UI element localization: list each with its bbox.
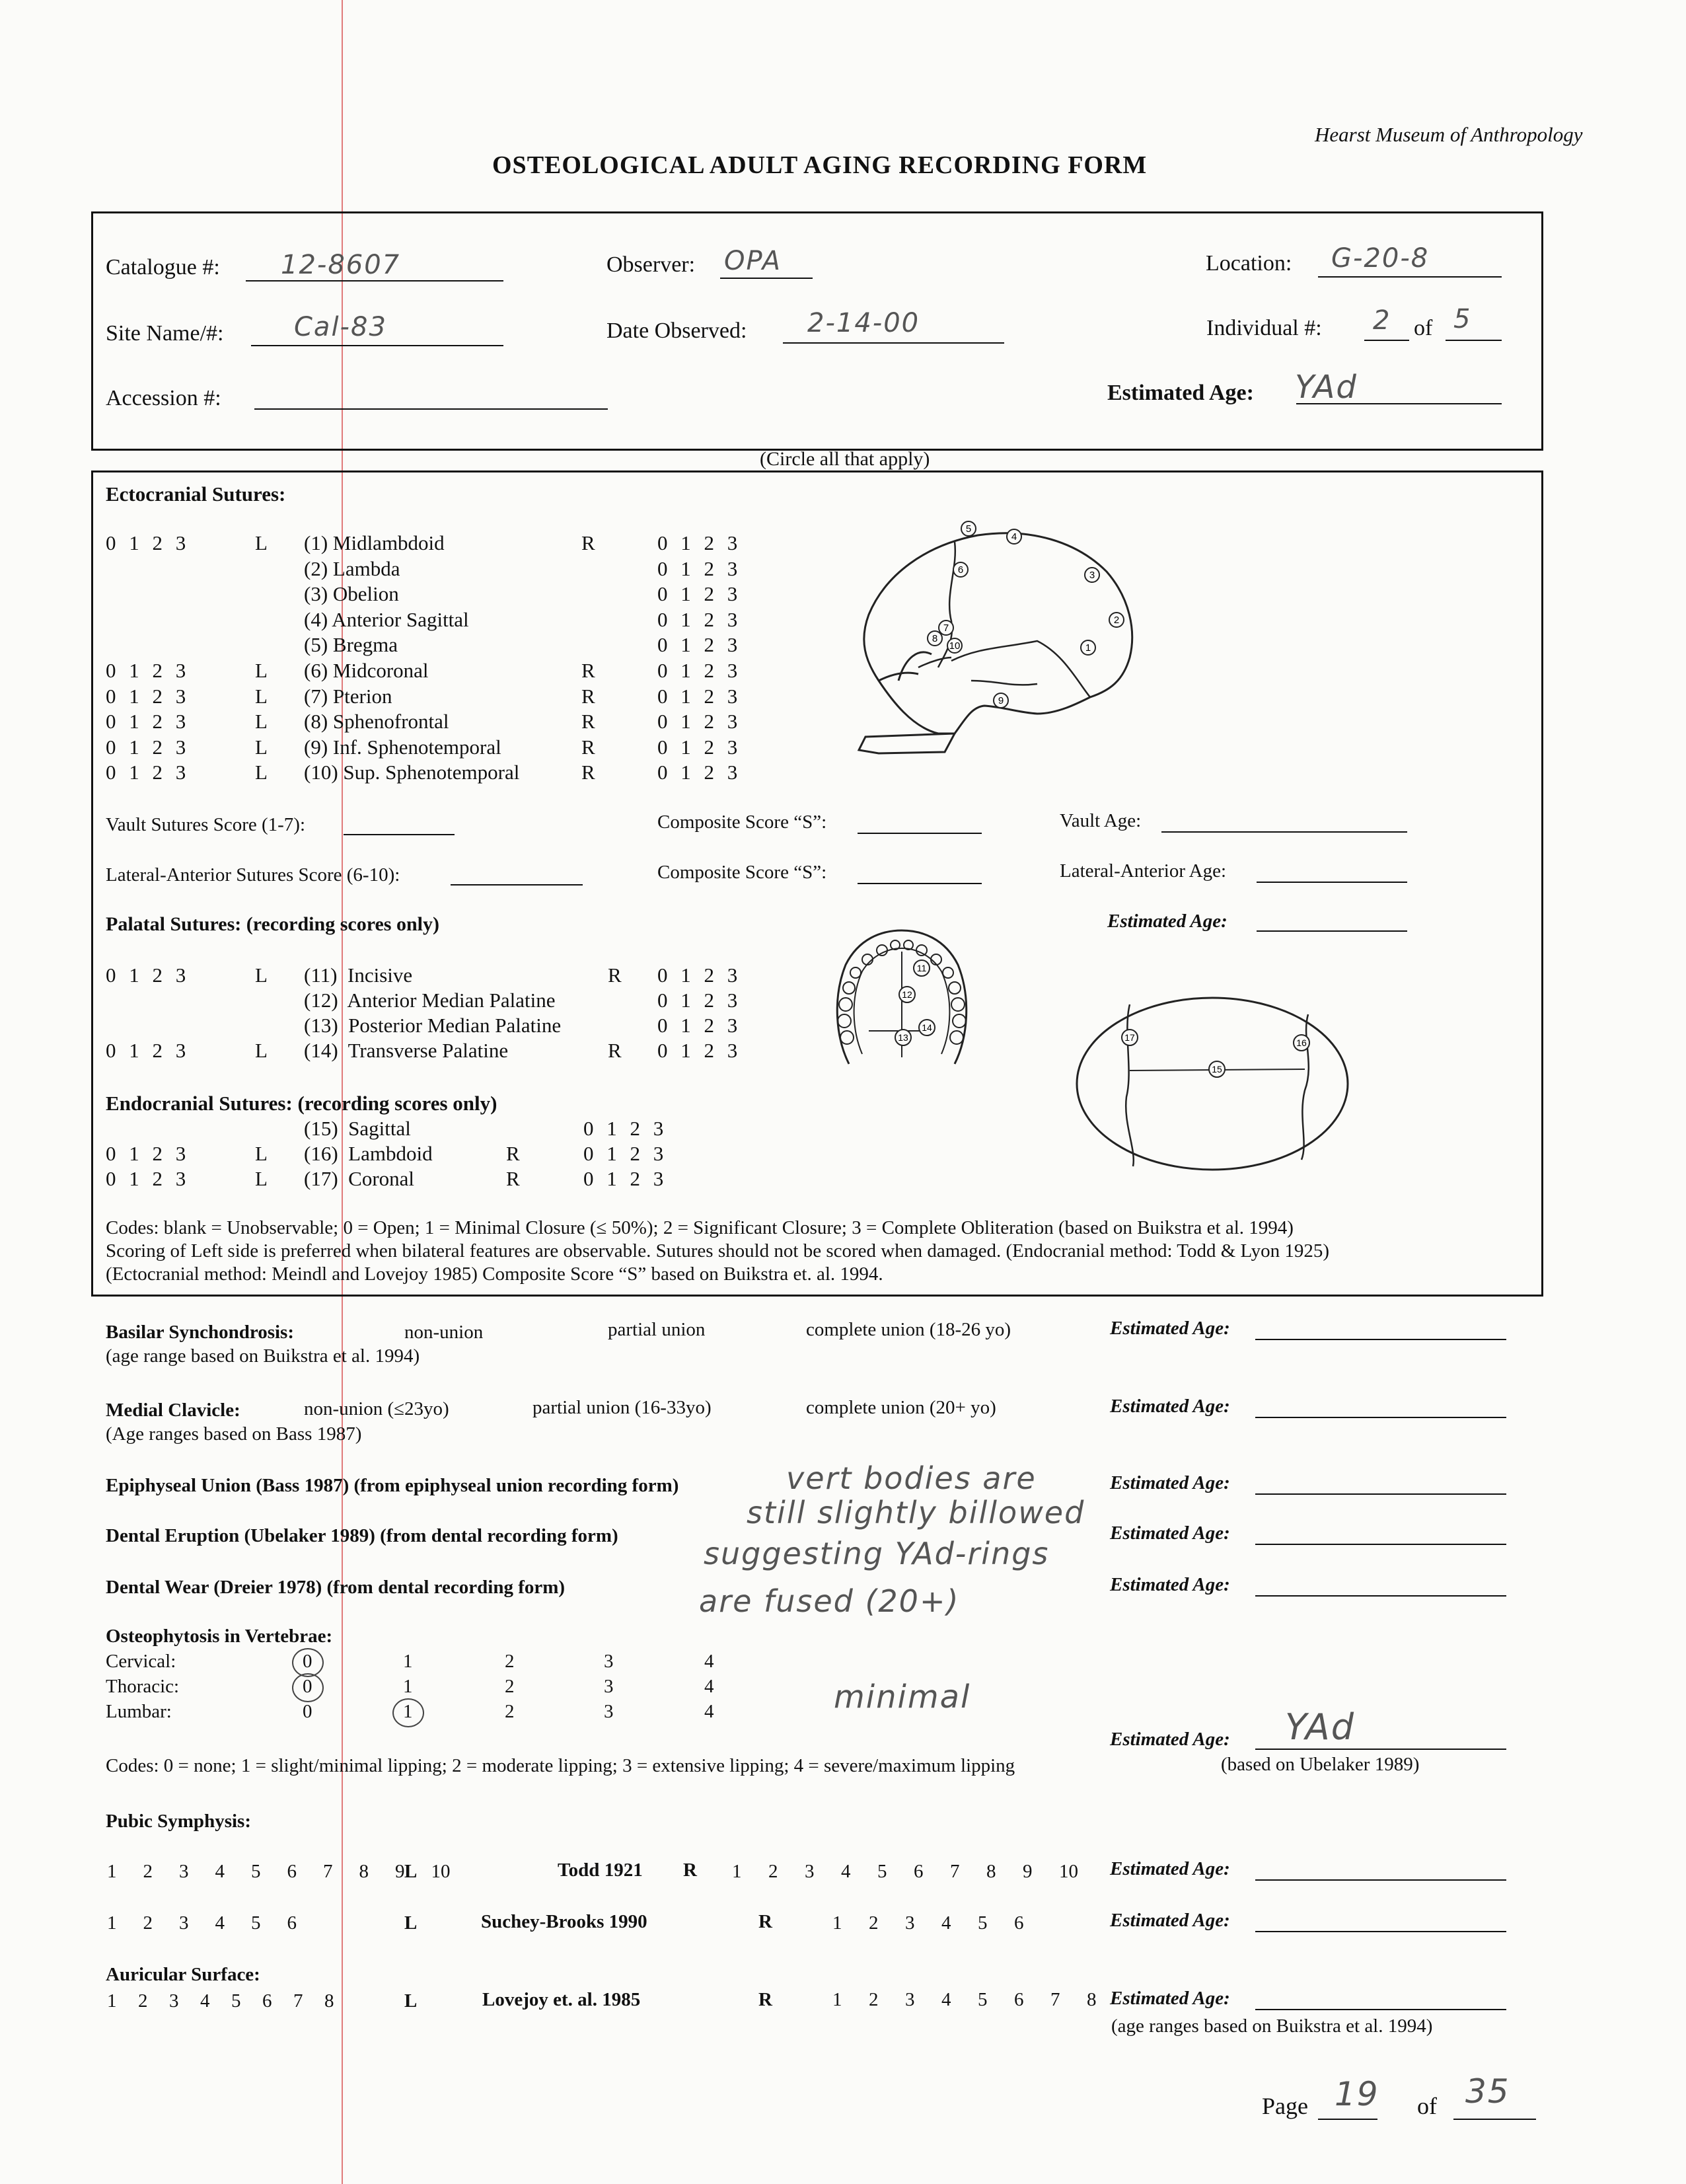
basilar-option-partial[interactable]: partial union (608, 1319, 706, 1340)
circle-note: (Circle all that apply) (760, 448, 930, 470)
osteo-score[interactable]: 2 (505, 1701, 515, 1722)
ecto-right-scores[interactable]: 0 1 2 3 (657, 761, 742, 784)
osteo-score[interactable]: 1 (403, 1651, 413, 1672)
palatal-suture-label: (12) Anterior Median Palatine (304, 989, 556, 1012)
osteo-row-label: Cervical: (106, 1651, 176, 1672)
osteo-row-label: Lumbar: (106, 1701, 172, 1722)
osteo-score[interactable]: 1 (403, 1701, 413, 1722)
pubic-todd-left-score[interactable]: 9 (395, 1861, 405, 1882)
ecto-suture-label: (3) Obelion (304, 582, 399, 606)
skull-label-9: 9 (998, 695, 1004, 706)
pubic-suchey-R: R (758, 1911, 772, 1932)
osteophytosis-codes: Codes: 0 = none; 1 = slight/minimal lipping; 2 = moderate lipping; 3 = extensive lipping; 4 = severe/maximum lipping (106, 1755, 1015, 1776)
estimated-age-value: YAd (1295, 369, 1358, 406)
auricular-left-score[interactable]: 7 (293, 1990, 303, 2012)
pubic-todd-left-score[interactable]: 3 (179, 1861, 189, 1882)
pubic-todd-right-score[interactable]: 2 (768, 1861, 778, 1882)
palatal-right-side: R (608, 1039, 622, 1062)
auricular-right-score[interactable]: 8 (1087, 1989, 1097, 2010)
endo-suture-label: (15) Sagittal (304, 1117, 411, 1140)
palatal-left-scores[interactable]: 0 1 2 3 (106, 1039, 190, 1062)
palatal-heading: Palatal Sutures: (recording scores only) (106, 913, 439, 935)
vault-score-label: Vault Sutures Score (1-7): (106, 814, 306, 835)
observer-value: OPA (724, 246, 782, 276)
ecto-right-scores[interactable]: 0 1 2 3 (657, 633, 742, 657)
ectocranial-heading: Ectocranial Sutures: (106, 482, 286, 506)
pubic-suchey-left-score[interactable]: 6 (287, 1912, 297, 1934)
location-value: G-20-8 (1331, 243, 1430, 274)
vault-age-label: Vault Age: (1060, 810, 1142, 831)
ecto-left-side: L (255, 710, 268, 734)
pubic-heading: Pubic Symphysis: (106, 1811, 251, 1832)
osteo-score[interactable]: 3 (604, 1651, 614, 1672)
date-value: 2-14-00 (807, 308, 920, 338)
endo-left-side: L (255, 1142, 268, 1165)
wear-est-age-label: Estimated Age: (1110, 1574, 1230, 1595)
auricular-right-score[interactable]: 3 (905, 1989, 915, 2010)
skull-lateral-diagram (839, 515, 1150, 760)
skull-label-7: 7 (943, 622, 949, 634)
pubic-suchey-right-score[interactable]: 3 (905, 1912, 915, 1934)
pubic-suchey-L: L (404, 1912, 418, 1934)
palatal-right-scores[interactable]: 0 1 2 3 (657, 1039, 742, 1062)
basilar-est-age-field[interactable] (1255, 1339, 1506, 1340)
ecto-right-scores[interactable]: 0 1 2 3 (657, 659, 742, 682)
pubic-todd-right-score[interactable]: 10 (1059, 1861, 1078, 1882)
individual-label: Individual #: (1206, 316, 1322, 340)
palatal-suture-label: (11) Incisive (304, 963, 413, 987)
auricular-basis: (age ranges based on Buikstra et al. 1994) (1111, 2015, 1433, 2037)
osteo-score[interactable]: 4 (704, 1651, 714, 1672)
pubic-todd-left-score[interactable]: 4 (215, 1861, 225, 1882)
endo-suture-label: (17) Coronal (304, 1167, 415, 1190)
osteo-score[interactable]: 4 (704, 1676, 714, 1697)
osteophytosis-est-age-field[interactable] (1255, 1749, 1506, 1750)
auricular-method: Lovejoy et. al. 1985 (482, 1989, 641, 2010)
codes-line-3: (Ectocranial method: Meindl and Lovejoy 1985) Composite Score “S” based on Buikstra et. al. 1994. (106, 1263, 883, 1285)
auricular-right-score[interactable]: 6 (1014, 1989, 1024, 2010)
skull-label-2: 2 (1113, 615, 1120, 626)
osteo-score[interactable]: 1 (403, 1676, 413, 1697)
date-label: Date Observed: (606, 319, 747, 343)
palatal-right-scores[interactable]: 0 1 2 3 (657, 1014, 742, 1037)
observer-field[interactable] (720, 278, 813, 279)
ecto-left-side: L (255, 531, 268, 554)
endo-suture-label: (16) Lambdoid (304, 1142, 433, 1165)
clavicle-option-partial[interactable]: partial union (16-33yo) (532, 1397, 712, 1418)
ecto-left-scores[interactable]: 0 1 2 3 (106, 531, 190, 554)
ecto-suture-label: (1) Midlambdoid (304, 531, 445, 554)
osteo-score[interactable]: 4 (704, 1701, 714, 1722)
palate-label-11: 11 (916, 963, 927, 973)
pubic-suchey-left-score[interactable]: 5 (251, 1912, 261, 1934)
footer-page-value: 19 (1335, 2075, 1379, 2113)
osteo-score[interactable]: 0 (303, 1651, 312, 1672)
ecto-suture-label: (8) Sphenofrontal (304, 710, 449, 734)
skull-label-3: 3 (1089, 570, 1095, 581)
codes-line-2: Scoring of Left side is preferred when bilateral features are observable. Sutures should not be scored when damaged. (Endocranial method: Todd & Lyon 1925) (106, 1240, 1330, 1261)
ecto-left-side: L (255, 684, 268, 708)
pubic-todd-left-score[interactable]: 1 (107, 1861, 117, 1882)
ecto-right-side: R (581, 710, 595, 734)
palate-label-12: 12 (902, 989, 912, 1000)
pubic-todd-left-score[interactable]: 7 (323, 1861, 333, 1882)
palatal-suture-label: (14) Transverse Palatine (304, 1039, 509, 1062)
palate-label-14: 14 (922, 1022, 932, 1033)
lateral-composite-label: Composite Score “S”: (657, 862, 827, 883)
pubic-suchey-left-score[interactable]: 3 (179, 1912, 189, 1934)
osteophytosis-note: minimal (834, 1678, 971, 1715)
catalogue-label: Catalogue #: (106, 255, 220, 280)
lateral-age-field[interactable] (1257, 882, 1407, 883)
form-title: OSTEOLOGICAL ADULT AGING RECORDING FORM (492, 151, 1148, 179)
pubic-todd-left-score[interactable]: 2 (143, 1861, 153, 1882)
pubic-suchey-right-score[interactable]: 2 (869, 1912, 879, 1934)
thoracic-score-circle (292, 1673, 324, 1702)
basilar-option-nonunion[interactable]: non-union (404, 1322, 484, 1343)
catalogue-value: 12-8607 (281, 250, 401, 280)
pubic-todd-right-score[interactable]: 1 (732, 1861, 742, 1882)
auricular-left-score[interactable]: 8 (324, 1990, 334, 2012)
osteophytosis-heading: Osteophytosis in Vertebrae: (106, 1626, 333, 1647)
palatal-est-age-field[interactable] (1257, 930, 1407, 932)
catalogue-field[interactable] (246, 280, 503, 282)
ecto-suture-label: (4) Anterior Sagittal (304, 607, 469, 631)
skull-label-10: 10 (949, 640, 961, 652)
ecto-suture-label: (6) Midcoronal (304, 659, 429, 682)
pubic-todd-right-score[interactable]: 7 (950, 1861, 960, 1882)
ecto-right-side: R (581, 735, 595, 759)
pubic-suchey-right-score[interactable]: 5 (978, 1912, 988, 1934)
lateral-score-label: Lateral-Anterior Sutures Score (6-10): (106, 864, 400, 885)
vault-label-16: 16 (1296, 1037, 1307, 1048)
date-field[interactable] (783, 342, 1004, 344)
osteo-score[interactable]: 3 (604, 1676, 614, 1697)
accession-field[interactable] (254, 408, 608, 410)
osteophytosis-est-age-label: Estimated Age: (1110, 1729, 1230, 1750)
eruption-est-age-label: Estimated Age: (1110, 1523, 1230, 1544)
auricular-left-score[interactable]: 4 (200, 1990, 210, 2012)
individual-of: of (1414, 316, 1433, 340)
clavicle-label: Medial Clavicle: (106, 1400, 240, 1421)
eruption-est-age-field[interactable] (1255, 1544, 1506, 1545)
pubic-todd-right-score[interactable]: 3 (805, 1861, 815, 1882)
ecto-left-side: L (255, 735, 268, 759)
auricular-left-score[interactable]: 5 (231, 1990, 241, 2012)
site-value: Cal-83 (294, 312, 387, 342)
location-field[interactable] (1318, 276, 1502, 278)
wear-label: Dental Wear (Dreier 1978) (from dental recording form) (106, 1577, 566, 1598)
endocranial-vault-diagram (1070, 991, 1354, 1176)
palatal-right-side: R (608, 963, 622, 987)
skull-label-6: 6 (957, 564, 964, 576)
pubic-suchey-right-score[interactable]: 4 (941, 1912, 951, 1934)
footer-total-value: 35 (1465, 2072, 1510, 2111)
ecto-right-side: R (581, 659, 595, 682)
osteo-score[interactable]: 0 (303, 1701, 312, 1722)
pubic-suchey-est-age-label: Estimated Age: (1110, 1910, 1230, 1931)
ecto-right-scores[interactable]: 0 1 2 3 (657, 607, 742, 631)
ecto-right-scores[interactable]: 0 1 2 3 (657, 556, 742, 580)
pubic-todd-method: Todd 1921 (558, 1860, 643, 1881)
museum-name: Hearst Museum of Anthropology (1315, 123, 1583, 146)
wear-est-age-field[interactable] (1255, 1595, 1506, 1597)
ecto-right-side: R (581, 761, 595, 784)
palate-label-13: 13 (898, 1032, 908, 1043)
clavicle-option-complete[interactable]: complete union (20+ yo) (806, 1397, 996, 1418)
pubic-todd-R: R (683, 1860, 697, 1881)
footer-page-label: Page (1262, 2093, 1308, 2119)
site-field[interactable] (251, 345, 503, 346)
clavicle-est-age-label: Estimated Age: (1110, 1396, 1230, 1417)
ecto-suture-label: (2) Lambda (304, 556, 400, 580)
individual-total: 5 (1453, 304, 1472, 334)
ecto-right-scores[interactable]: 0 1 2 3 (657, 684, 742, 708)
osteo-row-label: Thoracic: (106, 1676, 180, 1697)
pubic-todd-est-age-label: Estimated Age: (1110, 1858, 1230, 1879)
vault-label-15: 15 (1212, 1064, 1222, 1074)
site-label: Site Name/#: (106, 321, 224, 346)
endo-right-scores[interactable]: 0 1 2 3 (583, 1142, 668, 1165)
footer-of-label: of (1417, 2093, 1437, 2119)
auricular-left-score[interactable]: 1 (107, 1990, 117, 2012)
palatal-left-scores[interactable]: 0 1 2 3 (106, 963, 190, 987)
epiphyseal-label: Epiphyseal Union (Bass 1987) (from epiphyseal union recording form) (106, 1475, 679, 1496)
skull-label-8: 8 (932, 633, 938, 644)
footer-page-field[interactable] (1318, 2119, 1377, 2120)
osteophytosis-est-age-value: YAd (1285, 1706, 1356, 1748)
pubic-suchey-est-age-field[interactable] (1255, 1931, 1506, 1932)
skull-label-1: 1 (1085, 642, 1091, 654)
auricular-right-score[interactable]: 5 (978, 1989, 988, 2010)
auricular-right-score[interactable]: 2 (869, 1989, 879, 2010)
ecto-right-scores[interactable]: 0 1 2 3 (657, 735, 742, 759)
pubic-suchey-right-score[interactable]: 6 (1014, 1912, 1024, 1934)
pubic-todd-right-score[interactable]: 9 (1023, 1861, 1033, 1882)
skull-label-5: 5 (965, 523, 972, 535)
handwritten-note-line-4: are fused (20+) (699, 1583, 960, 1619)
pubic-todd-left-score[interactable]: 10 (431, 1861, 451, 1882)
endo-right-scores[interactable]: 0 1 2 3 (583, 1167, 668, 1190)
vault-composite-label: Composite Score “S”: (657, 811, 827, 833)
estimated-age-label: Estimated Age: (1107, 381, 1254, 405)
clavicle-sub: (Age ranges based on Bass 1987) (106, 1423, 362, 1445)
ecto-left-scores[interactable]: 0 1 2 3 (106, 761, 190, 784)
vault-age-field[interactable] (1161, 831, 1407, 833)
ecto-left-side: L (255, 761, 268, 784)
auricular-left-score[interactable]: 6 (262, 1990, 272, 2012)
ecto-left-side: L (255, 659, 268, 682)
individual-field[interactable] (1364, 340, 1409, 341)
skull-label-4: 4 (1011, 531, 1017, 543)
epiphyseal-est-age-label: Estimated Age: (1110, 1472, 1230, 1493)
osteo-score[interactable]: 2 (505, 1651, 515, 1672)
osteo-score[interactable]: 3 (604, 1701, 614, 1722)
basilar-option-complete[interactable]: complete union (18-26 yo) (806, 1319, 1011, 1340)
auricular-right-score[interactable]: 1 (832, 1989, 842, 2010)
osteo-score[interactable]: 2 (505, 1676, 515, 1697)
auricular-right-score[interactable]: 4 (941, 1989, 951, 2010)
pubic-todd-left-score[interactable]: 5 (251, 1861, 261, 1882)
pubic-todd-right-score[interactable]: 4 (841, 1861, 851, 1882)
handwritten-note-line-3: suggesting YAd-rings (704, 1536, 1050, 1571)
pubic-suchey-left-score[interactable]: 1 (107, 1912, 117, 1934)
lateral-composite-field[interactable] (858, 883, 982, 884)
handwritten-note-line-1: vert bodies are (786, 1460, 1037, 1496)
palatal-right-scores[interactable]: 0 1 2 3 (657, 963, 742, 987)
handwritten-note-line-2: still slightly billowed (747, 1495, 1085, 1530)
ecto-right-scores[interactable]: 0 1 2 3 (657, 531, 742, 554)
osteophytosis-basis: (based on Ubelaker 1989) (1221, 1754, 1420, 1775)
endo-left-side: L (255, 1167, 268, 1190)
endocranial-heading: Endocranial Sutures: (recording scores only) (106, 1092, 497, 1115)
auricular-est-age-field[interactable] (1255, 2009, 1506, 2010)
palate-diagram (829, 925, 974, 1077)
ecto-suture-label: (9) Inf. Sphenotemporal (304, 735, 501, 759)
individual-value: 2 (1373, 305, 1391, 336)
auricular-heading: Auricular Surface: (106, 1964, 260, 1985)
palatal-est-age-label: Estimated Age: (1107, 911, 1228, 932)
basilar-est-age-label: Estimated Age: (1110, 1318, 1230, 1339)
pubic-suchey-left-score[interactable]: 2 (143, 1912, 153, 1934)
palatal-right-scores[interactable]: 0 1 2 3 (657, 989, 742, 1012)
lumbar-score-circle (392, 1698, 424, 1727)
pubic-todd-right-score[interactable]: 6 (914, 1861, 924, 1882)
accession-label: Accession #: (106, 386, 221, 410)
auricular-R: R (758, 1989, 772, 2010)
endo-right-side: R (506, 1167, 520, 1190)
location-label: Location: (1206, 251, 1292, 276)
auricular-left-score[interactable]: 2 (138, 1990, 148, 2012)
lateral-age-label: Lateral-Anterior Age: (1060, 860, 1227, 882)
pubic-suchey-left-score[interactable]: 4 (215, 1912, 225, 1934)
pubic-todd-right-score[interactable]: 5 (877, 1861, 887, 1882)
clavicle-est-age-field[interactable] (1255, 1417, 1506, 1418)
eruption-label: Dental Eruption (Ubelaker 1989) (from dental recording form) (106, 1525, 618, 1546)
auricular-L: L (404, 1990, 418, 2012)
observer-label: Observer: (606, 252, 696, 277)
ecto-left-scores[interactable]: 0 1 2 3 (106, 684, 190, 708)
clavicle-option-nonunion[interactable]: non-union (≤23yo) (304, 1398, 449, 1419)
ecto-suture-label: (7) Pterion (304, 684, 392, 708)
pubic-todd-left-score[interactable]: 8 (359, 1861, 369, 1882)
pubic-todd-right-score[interactable]: 8 (986, 1861, 996, 1882)
palatal-suture-label: (13) Posterior Median Palatine (304, 1014, 562, 1037)
footer-total-field[interactable] (1453, 2119, 1536, 2120)
ecto-right-scores[interactable]: 0 1 2 3 (657, 710, 742, 734)
auricular-right-score[interactable]: 7 (1050, 1989, 1060, 2010)
vault-score-field[interactable] (344, 834, 455, 835)
auricular-left-score[interactable]: 3 (169, 1990, 179, 2012)
pubic-todd-L: L (404, 1861, 418, 1882)
basilar-sub: (age range based on Buikstra et al. 1994) (106, 1345, 420, 1367)
pubic-suchey-right-score[interactable]: 1 (832, 1912, 842, 1934)
ecto-right-side: R (581, 531, 595, 554)
ecto-suture-label: (10) Sup. Sphenotemporal (304, 761, 520, 784)
vault-composite-field[interactable] (858, 833, 982, 834)
endo-right-scores[interactable]: 0 1 2 3 (583, 1117, 668, 1140)
pubic-todd-left-score[interactable]: 6 (287, 1861, 297, 1882)
individual-total-field[interactable] (1446, 340, 1502, 341)
ecto-suture-label: (5) Bregma (304, 633, 398, 657)
epiphyseal-est-age-field[interactable] (1255, 1493, 1506, 1495)
palatal-left-side: L (255, 963, 268, 987)
pubic-todd-est-age-field[interactable] (1255, 1879, 1506, 1881)
ecto-left-scores[interactable]: 0 1 2 3 (106, 735, 190, 759)
endo-left-scores[interactable]: 0 1 2 3 (106, 1142, 190, 1165)
endo-right-side: R (506, 1142, 520, 1165)
lateral-score-field[interactable] (451, 884, 583, 885)
ecto-left-scores[interactable]: 0 1 2 3 (106, 659, 190, 682)
auricular-est-age-label: Estimated Age: (1110, 1988, 1230, 2009)
osteo-score[interactable]: 0 (303, 1676, 312, 1697)
palatal-left-side: L (255, 1039, 268, 1062)
ecto-left-scores[interactable]: 0 1 2 3 (106, 710, 190, 734)
basilar-label: Basilar Synchondrosis: (106, 1322, 294, 1343)
endo-left-scores[interactable]: 0 1 2 3 (106, 1167, 190, 1190)
ecto-right-side: R (581, 684, 595, 708)
codes-line-1: Codes: blank = Unobservable; 0 = Open; 1 = Minimal Closure (≤ 50%); 2 = Significant Closure; 3 = Complete Obliteration (based on Buikstra et al. 1994) (106, 1217, 1294, 1238)
vault-label-17: 17 (1124, 1032, 1135, 1043)
ecto-right-scores[interactable]: 0 1 2 3 (657, 582, 742, 606)
pubic-suchey-method: Suchey-Brooks 1990 (481, 1911, 647, 1932)
